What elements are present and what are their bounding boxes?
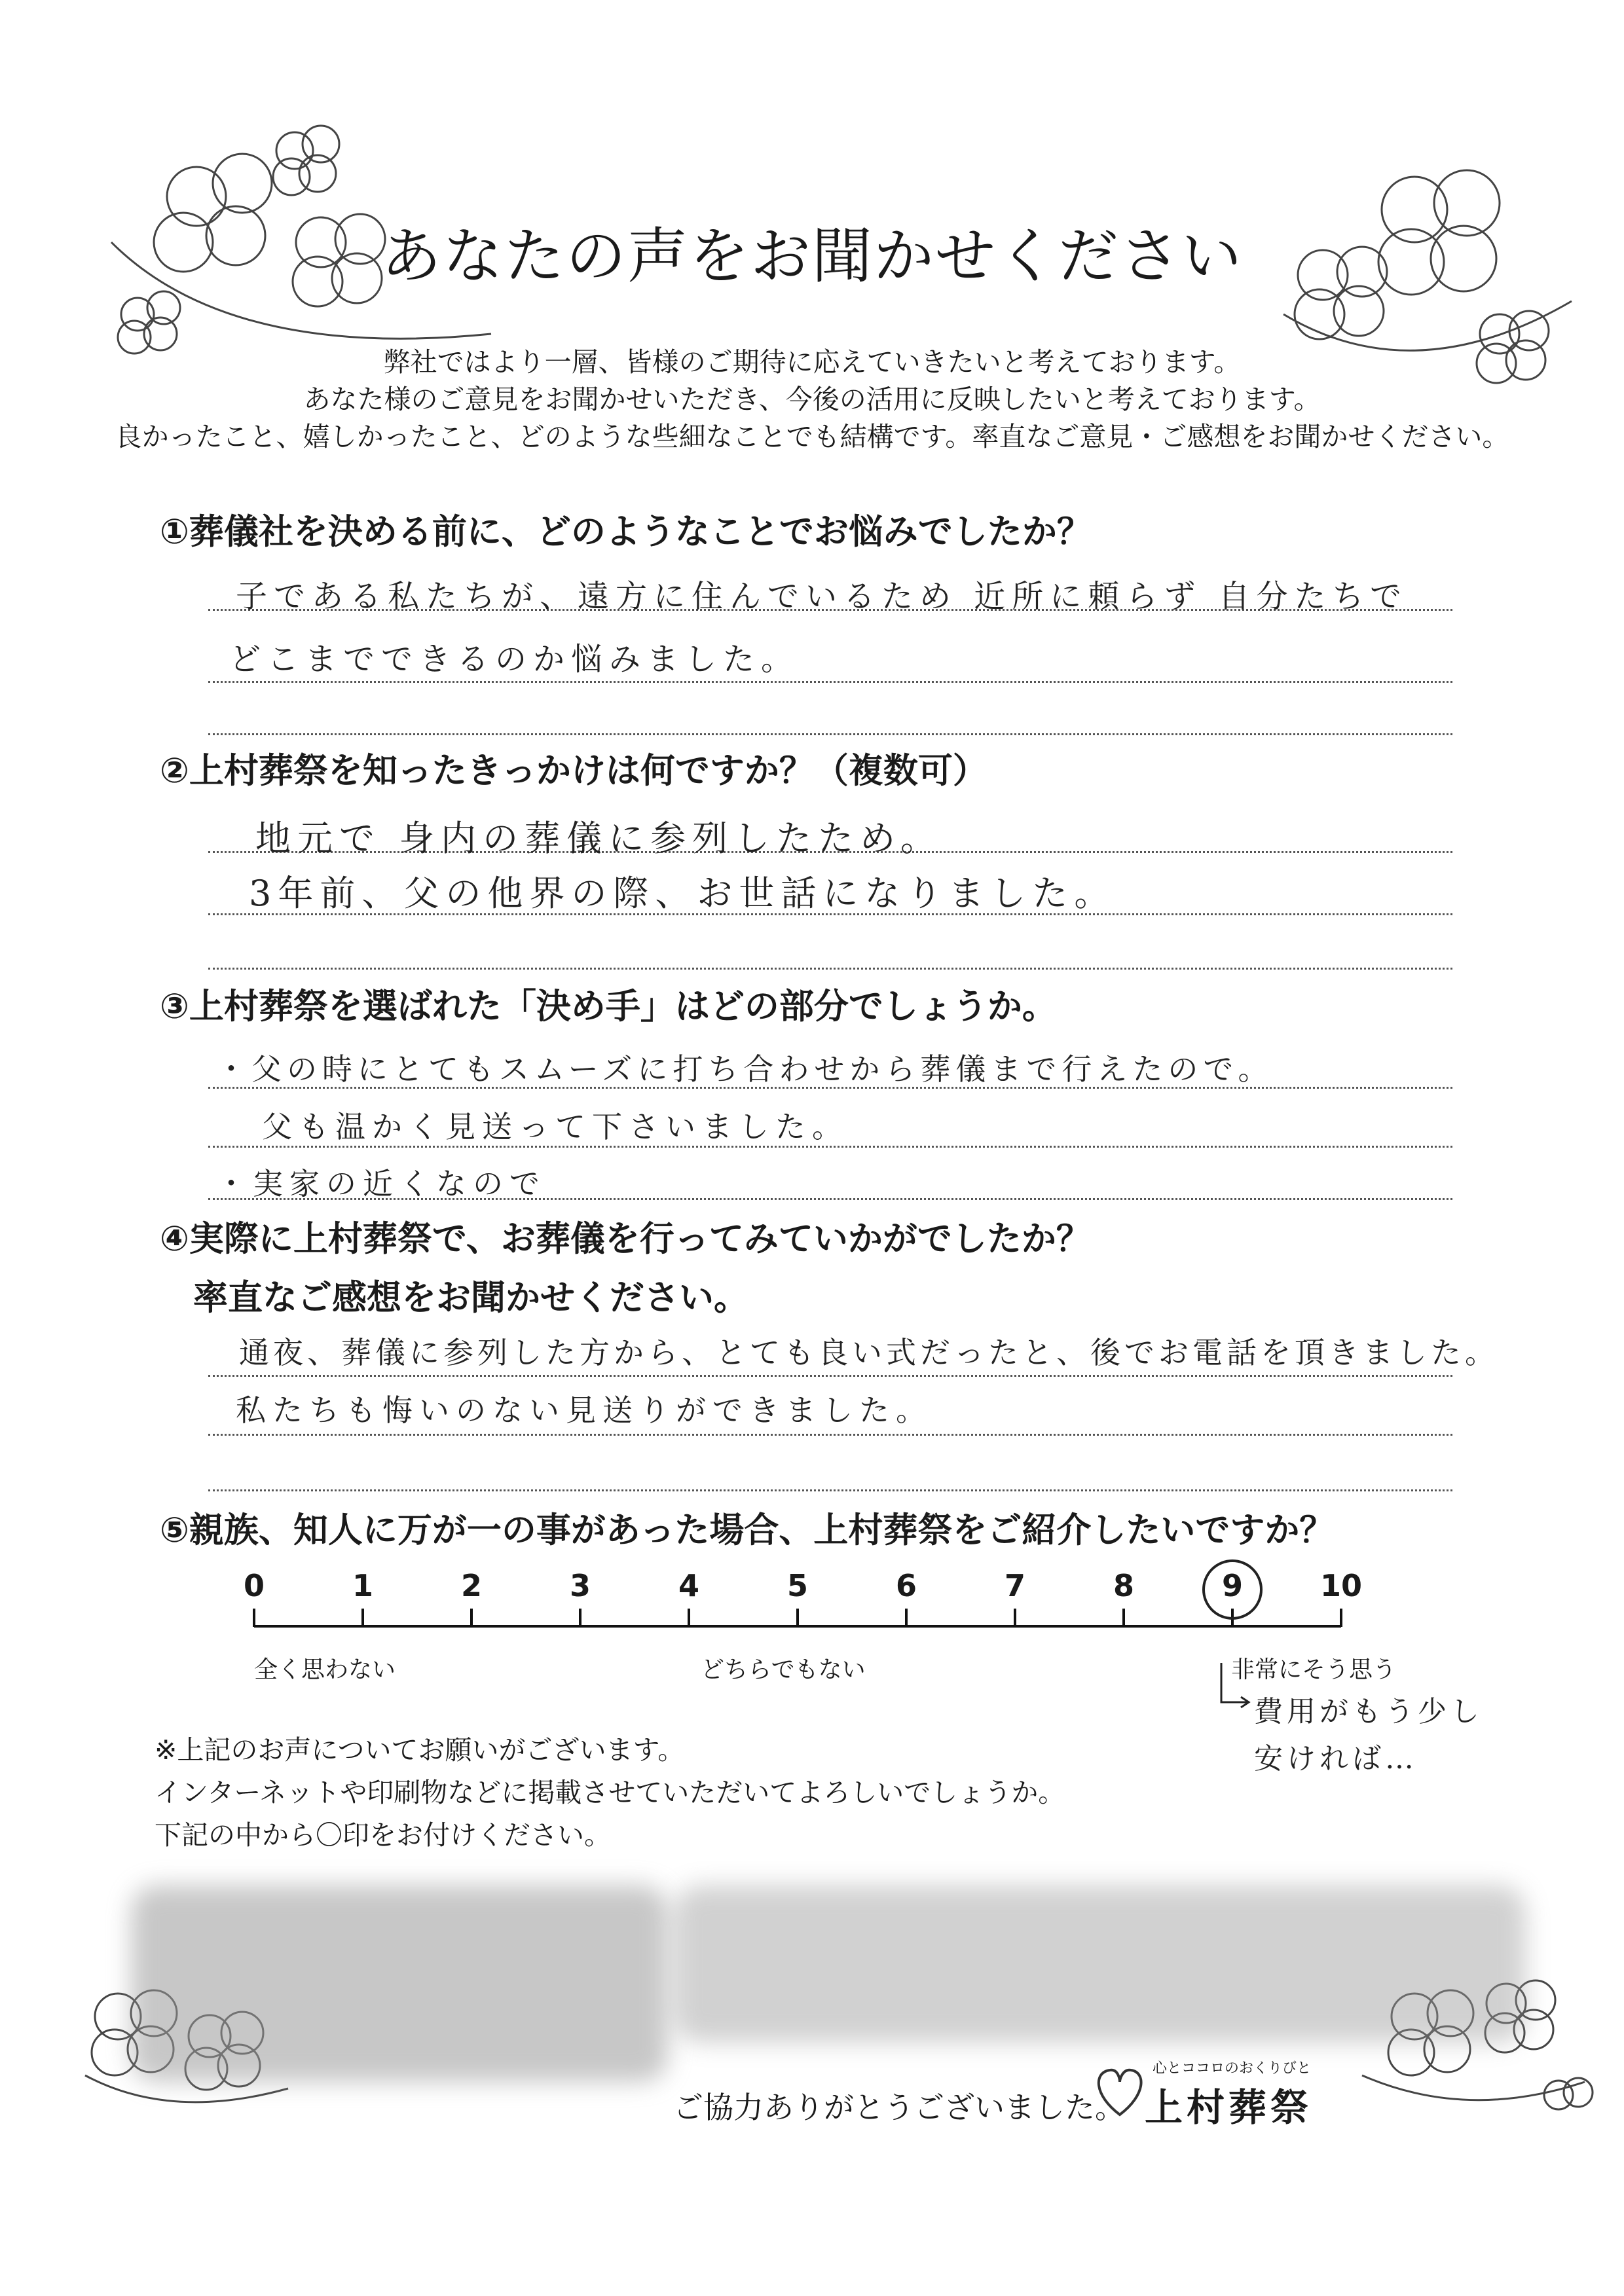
rating-number-0: 0 bbox=[243, 1568, 265, 1603]
scale-mid-label: どちらでもない bbox=[701, 1656, 866, 1683]
rating-tick-10 bbox=[1340, 1609, 1342, 1627]
scale-high-label: 非常にそう思う bbox=[1231, 1656, 1397, 1683]
intro-line-1: 弊社ではより一層、皆様のご期待に応えていきたいと考えております。 bbox=[383, 346, 1241, 378]
question-4-label: ④実際に上村葬祭で、お葬儀を行ってみていかがでしたか？ bbox=[160, 1219, 1091, 1259]
rating-number-4: 4 bbox=[678, 1568, 699, 1603]
rating-number-5: 5 bbox=[786, 1568, 808, 1603]
redacted-area-right bbox=[674, 1886, 1526, 2043]
question-1-label: ①葬儀社を決める前に、どのようなことでお悩みでしたか？ bbox=[160, 512, 1092, 552]
heart-logo-icon bbox=[1090, 2062, 1149, 2121]
rating-tick-0 bbox=[253, 1609, 255, 1627]
brand-name: 上村葬祭 bbox=[1145, 2085, 1313, 2130]
rating-number-9: 9 bbox=[1221, 1568, 1243, 1603]
q5-comment-1: 費用がもう少し bbox=[1254, 1695, 1483, 1728]
intro-line-3: 良かったこと、嬉しかったこと、どのような些細なことでも結構です。率直なご意見・ご感想をお聞かせください。 bbox=[115, 421, 1509, 452]
rating-number-6: 6 bbox=[895, 1568, 917, 1603]
rating-tick-2 bbox=[470, 1609, 473, 1627]
q5-comment-2: 安ければ… bbox=[1254, 1742, 1418, 1776]
notice-line-2: インターネットや印刷物などに掲載させていただいてよろしいでしょうか。 bbox=[155, 1777, 1065, 1808]
question-1-answer-2: どこまでできるのか悩みました。 bbox=[229, 641, 800, 678]
comment-arrow bbox=[1215, 1663, 1254, 1722]
question-3-answer-3: ・実家の近くなので bbox=[216, 1166, 546, 1201]
rating-number-7: 7 bbox=[1004, 1568, 1025, 1603]
question-4-answer-1: 通夜、葬儀に参列した方から、とても良い式だったと、後でお電話を頂きました。 bbox=[239, 1335, 1499, 1370]
rating-tick-3 bbox=[579, 1609, 581, 1627]
question-3-answer-1: ・父の時にとてもスムーズに打ち合わせから葬儀まで行えたので。 bbox=[216, 1051, 1274, 1087]
question-4-answer-2: 私たちも悔いのない見送りができました。 bbox=[236, 1393, 932, 1428]
selected-rating-circle bbox=[1202, 1559, 1263, 1620]
question-3-answer-2: 父も温かく見送って下さいました。 bbox=[262, 1109, 849, 1144]
brand-tagline: 心とココロのおくりびと bbox=[1153, 2060, 1312, 2077]
question-5-label: ⑤親族、知人に万が一の事があった場合、上村葬祭をご紹介したいですか？ bbox=[160, 1510, 1335, 1550]
question-1-answer-1: 子である私たちが、遠方に住んでいるため 近所に頼らず 自分たちで bbox=[236, 578, 1409, 615]
rating-number-3: 3 bbox=[569, 1568, 591, 1603]
rating-tick-6 bbox=[905, 1609, 908, 1627]
footer-thanks: ご協力ありがとうございました。 bbox=[673, 2090, 1125, 2125]
question-2-answer-2: 3年前、父の他界の際、お世話になりました。 bbox=[249, 873, 1116, 914]
intro-line-2: あなた様のご意見をお聞かせいただき、今後の活用に反映したいと考えております。 bbox=[303, 384, 1321, 415]
rating-tick-7 bbox=[1014, 1609, 1016, 1627]
rating-tick-1 bbox=[361, 1609, 364, 1627]
rating-number-10: 10 bbox=[1320, 1568, 1362, 1603]
question-2-label: ②上村葬祭を知ったきっかけは何ですか？（複数可） bbox=[160, 751, 987, 791]
redacted-area-left bbox=[131, 1886, 668, 2082]
rating-number-2: 2 bbox=[460, 1568, 482, 1603]
rating-number-1: 1 bbox=[352, 1568, 373, 1603]
notice-line-3: 下記の中から〇印をお付けください。 bbox=[155, 1819, 611, 1851]
rating-tick-5 bbox=[796, 1609, 799, 1627]
page-title: あなたの声をお聞かせください bbox=[380, 221, 1243, 291]
rating-tick-4 bbox=[688, 1609, 690, 1627]
question-2-answer-1: 地元で 身内の葬儀に参列したため。 bbox=[255, 818, 943, 859]
question-3-label: ③上村葬祭を選ばれた「決め手」はどの部分でしょうか。 bbox=[160, 987, 1057, 1027]
scale-low-label: 全く思わない bbox=[254, 1656, 396, 1683]
notice-line-1: ※上記のお声についてお願いがございます。 bbox=[155, 1734, 685, 1766]
rating-number-8: 8 bbox=[1113, 1568, 1134, 1603]
rating-tick-8 bbox=[1122, 1609, 1125, 1627]
question-4-label-2: 率直なご感想をお聞かせください。 bbox=[193, 1278, 748, 1318]
